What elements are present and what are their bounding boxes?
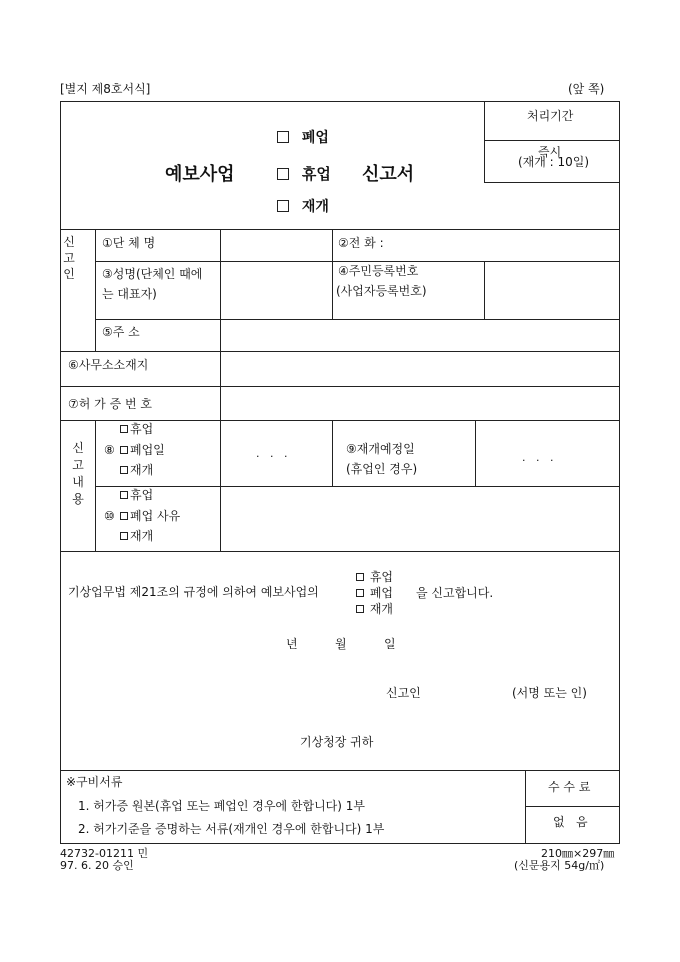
reason-number: ⑩: [104, 509, 115, 523]
form-code: 42732-01211 민: [60, 847, 149, 860]
reason-option-resume[interactable]: [120, 530, 153, 542]
title-option-close[interactable]: [277, 127, 329, 147]
required-documents-header: ※구비서류: [66, 775, 123, 789]
date-option-close[interactable]: [120, 444, 165, 456]
form-title: [165, 160, 235, 186]
declaration-option-suspend-label: 휴업: [369, 570, 394, 584]
details-group-label: [71, 440, 85, 508]
checkbox-icon: [356, 573, 364, 581]
reporter-group-label: [62, 234, 76, 282]
office-location-label: ⑥사무소소재지: [68, 358, 149, 372]
address-input[interactable]: [222, 321, 618, 350]
checkbox-icon: [120, 512, 128, 520]
resume-date-input[interactable]: . . .: [522, 451, 554, 464]
title-prefix: 예보사업: [165, 164, 235, 185]
date-option-close-label: 폐업일: [130, 443, 165, 457]
vertical-label-char: 고: [63, 251, 75, 265]
vertical-label-text: [71, 440, 85, 508]
paper-type: (신문용지 54g/㎡): [514, 859, 605, 872]
permit-number-label: ⑦허 가 증 번 호: [68, 397, 152, 411]
processing-period-label: 처리기간: [527, 109, 574, 123]
date-month-label: 월: [335, 637, 347, 651]
reason-option-close[interactable]: [120, 510, 180, 522]
vertical-label-char: 내: [72, 475, 84, 489]
vertical-label-char: 신: [72, 441, 84, 455]
checkbox-icon: [356, 605, 364, 613]
reason-option-resume-label: 재개: [130, 529, 154, 543]
processing-period-value: 즉시: [538, 145, 562, 159]
title-option-suspend[interactable]: [277, 163, 331, 184]
page-side-label: (앞 쪽): [568, 82, 605, 96]
approval-date: 97. 6. 20 승인: [60, 859, 134, 872]
vertical-label-char: 인: [63, 267, 75, 281]
name-label-line2: 는 대표자): [102, 287, 157, 301]
fee-value: 없 음: [553, 815, 588, 829]
signer-label: 신고인: [386, 686, 421, 700]
date-number: ⑧: [104, 443, 115, 457]
title-suspend-label: 휴업: [301, 165, 331, 183]
signature-label[interactable]: (서명 또는 인): [512, 686, 587, 700]
name-label-line1: ③성명(단체인 때에: [102, 267, 203, 281]
checkbox-icon: [120, 532, 128, 540]
required-document-1: 1. 허가증 원본(휴업 또는 폐업인 경우에 한합니다) 1부: [78, 799, 365, 813]
date-option-resume[interactable]: [120, 464, 153, 476]
declaration-option-close-label: 폐업: [369, 586, 394, 600]
checkbox-icon: [277, 168, 289, 180]
checkbox-icon: [120, 446, 128, 454]
declaration-option-close[interactable]: [356, 587, 393, 599]
org-name-label: ①단 체 명: [102, 236, 156, 250]
checkbox-icon: [120, 466, 128, 474]
checkbox-icon: [120, 491, 128, 499]
declaration-option-resume-label: 재개: [369, 602, 394, 616]
org-name-input[interactable]: [222, 231, 331, 260]
name-input[interactable]: [222, 263, 331, 318]
id-number-label-line2: (사업자등록번호): [336, 284, 427, 298]
address-label: ⑤주 소: [102, 325, 140, 339]
phone-input[interactable]: [400, 231, 618, 260]
title-suffix: 신고서: [362, 164, 415, 185]
reason-input[interactable]: [222, 488, 618, 550]
date-day-label: 일: [384, 637, 396, 651]
resume-date-label-line1: ⑨재개예정일: [346, 442, 415, 456]
declaration-text: 기상업무법 제21조의 규정에 의하여 예보사업의: [68, 585, 319, 599]
office-location-input[interactable]: [222, 353, 618, 385]
reason-option-suspend-label: 휴업: [130, 488, 154, 502]
date-year-label: 년: [286, 637, 298, 651]
fee-label: 수 수 료: [548, 780, 591, 794]
checkbox-icon: [120, 425, 128, 433]
checkbox-icon: [277, 131, 289, 143]
id-number-input[interactable]: [486, 263, 618, 318]
paper-size: 210㎜×297㎜: [541, 847, 615, 860]
declaration-option-resume[interactable]: [356, 603, 393, 615]
vertical-label-char: 신: [63, 235, 75, 249]
required-document-2: 2. 허가기준을 증명하는 서류(재개인 경우에 한합니다) 1부: [78, 822, 385, 836]
reason-option-suspend[interactable]: [120, 489, 153, 501]
vertical-label-char: 고: [72, 458, 84, 472]
date-option-resume-label: 재개: [130, 463, 154, 477]
vertical-label-text: [62, 234, 76, 282]
phone-label: ②전 화 :: [338, 236, 384, 250]
date-option-suspend-label: 휴업: [130, 422, 154, 436]
id-number-label-line1: ④주민등록번호: [338, 264, 419, 278]
title-option-resume[interactable]: [277, 196, 329, 216]
recipient-label: 기상청장 귀하: [300, 735, 374, 749]
resume-date-label-line2: (휴업인 경우): [346, 462, 418, 476]
permit-number-input[interactable]: [222, 388, 618, 419]
date-option-suspend[interactable]: [120, 423, 153, 435]
processing-period-note: (재개 : 10일): [518, 155, 590, 169]
vertical-label-char: 용: [72, 492, 84, 506]
title-close-label: 폐업: [301, 130, 329, 146]
checkbox-icon: [356, 589, 364, 597]
declaration-option-suspend[interactable]: [356, 571, 393, 583]
checkbox-icon: [277, 200, 289, 212]
reason-option-close-label: 폐업 사유: [130, 509, 181, 523]
declaration-text-end: 을 신고합니다.: [416, 586, 494, 600]
form-number: [별지 제8호서식]: [60, 82, 151, 96]
title-resume-label: 재개: [301, 199, 329, 215]
date-input[interactable]: . . .: [256, 447, 288, 460]
